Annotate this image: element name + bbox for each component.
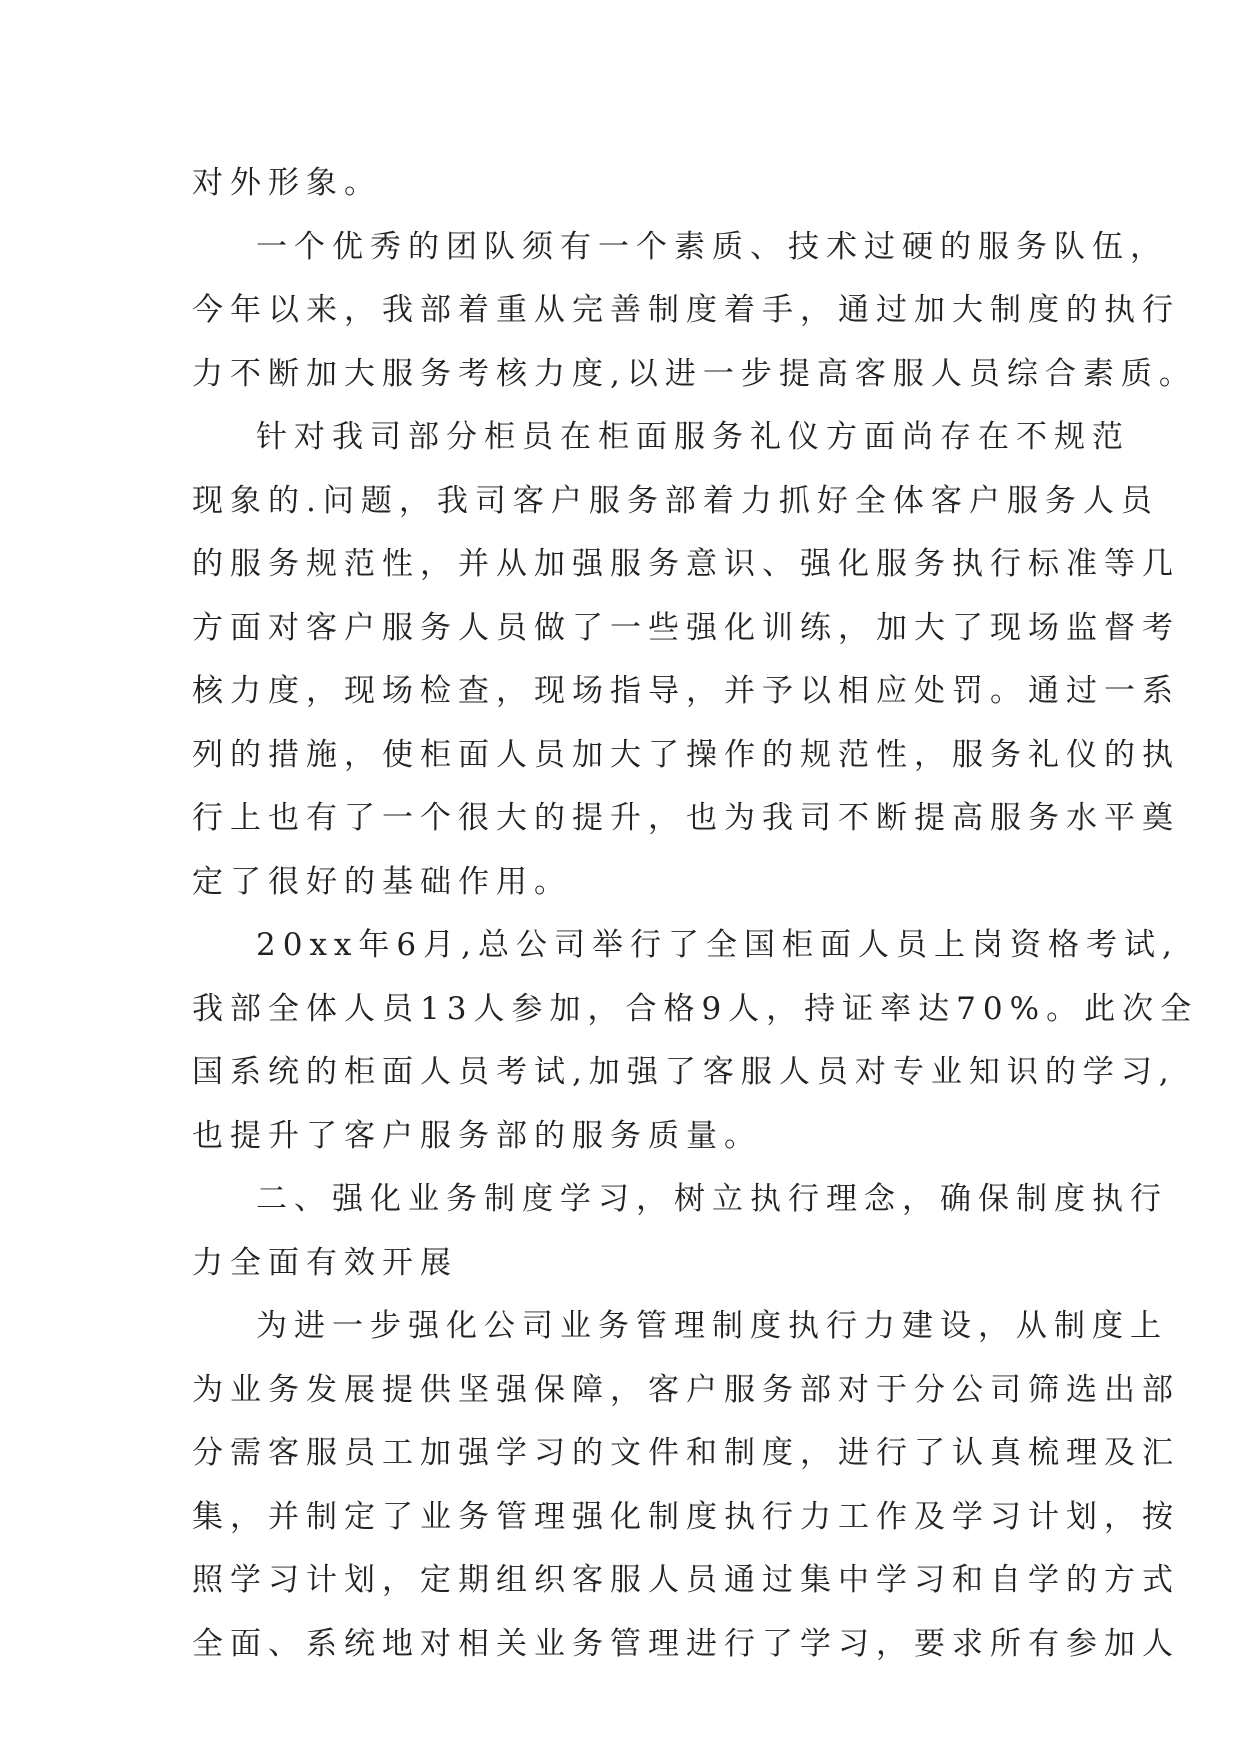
section-heading-line: 力全面有效开展: [192, 1244, 458, 1281]
text-line: 一个优秀的团队须有一个素质、技术过硬的服务队伍，: [256, 228, 1168, 265]
text-line: 今年以来，我部着重从完善制度着手，通过加大制度的执行: [192, 292, 1180, 328]
text-line: 力不断加大服务考核力度,以进一步提高客服人员综合素质。: [192, 355, 1197, 392]
text-line: 为进一步强化公司业务管理制度执行力建设，从制度上: [256, 1308, 1168, 1344]
text-line: 核力度，现场检查，现场指导，并予以相应处罚。通过一系: [192, 673, 1180, 709]
text-line: 列的措施，使柜面人员加大了操作的规范性，服务礼仪的执: [192, 736, 1180, 773]
text-line: 方面对客户服务人员做了一些强化训练，加大了现场监督考: [192, 609, 1180, 646]
text-line: 分需客服员工加强学习的文件和制度，进行了认真梳理及汇: [192, 1435, 1180, 1471]
text-line: 全面、系统地对相关业务管理进行了学习，要求所有参加人: [192, 1625, 1180, 1662]
text-line: 针对我司部分柜员在柜面服务礼仪方面尚存在不规范: [256, 419, 1130, 455]
text-line: 现象的.问题，我司客户服务部着力抓好全体客户服务人员: [192, 482, 1159, 519]
text-line: 行上也有了一个很大的提升，也为我司不断提高服务水平奠: [192, 800, 1180, 836]
section-heading-line: 二、强化业务制度学习，树立执行理念，确保制度执行: [256, 1181, 1168, 1217]
text-line: 对外形象。: [192, 165, 382, 201]
text-line: 集，并制定了业务管理强化制度执行力工作及学习计划，按: [192, 1498, 1180, 1535]
text-line: 定了很好的基础作用。: [192, 863, 572, 900]
text-line: 我部全体人员13人参加，合格9人，持证率达70%。此次全: [192, 990, 1199, 1027]
text-line: 也提升了客户服务部的服务质量。: [192, 1117, 762, 1154]
document-page: [192, 152, 1199, 1676]
text-line: 的服务规范性，并从加强服务意识、强化服务执行标准等几: [192, 546, 1180, 582]
text-line: 20xx年6月,总公司举行了全国柜面人员上岗资格考试,: [256, 927, 1179, 963]
text-line: 为业务发展提供坚强保障，客户服务部对于分公司筛选出部: [192, 1371, 1180, 1408]
text-line: 照学习计划，定期组织客服人员通过集中学习和自学的方式: [192, 1562, 1180, 1598]
text-line: 国系统的柜面人员考试,加强了客服人员对专业知识的学习,: [192, 1054, 1176, 1090]
